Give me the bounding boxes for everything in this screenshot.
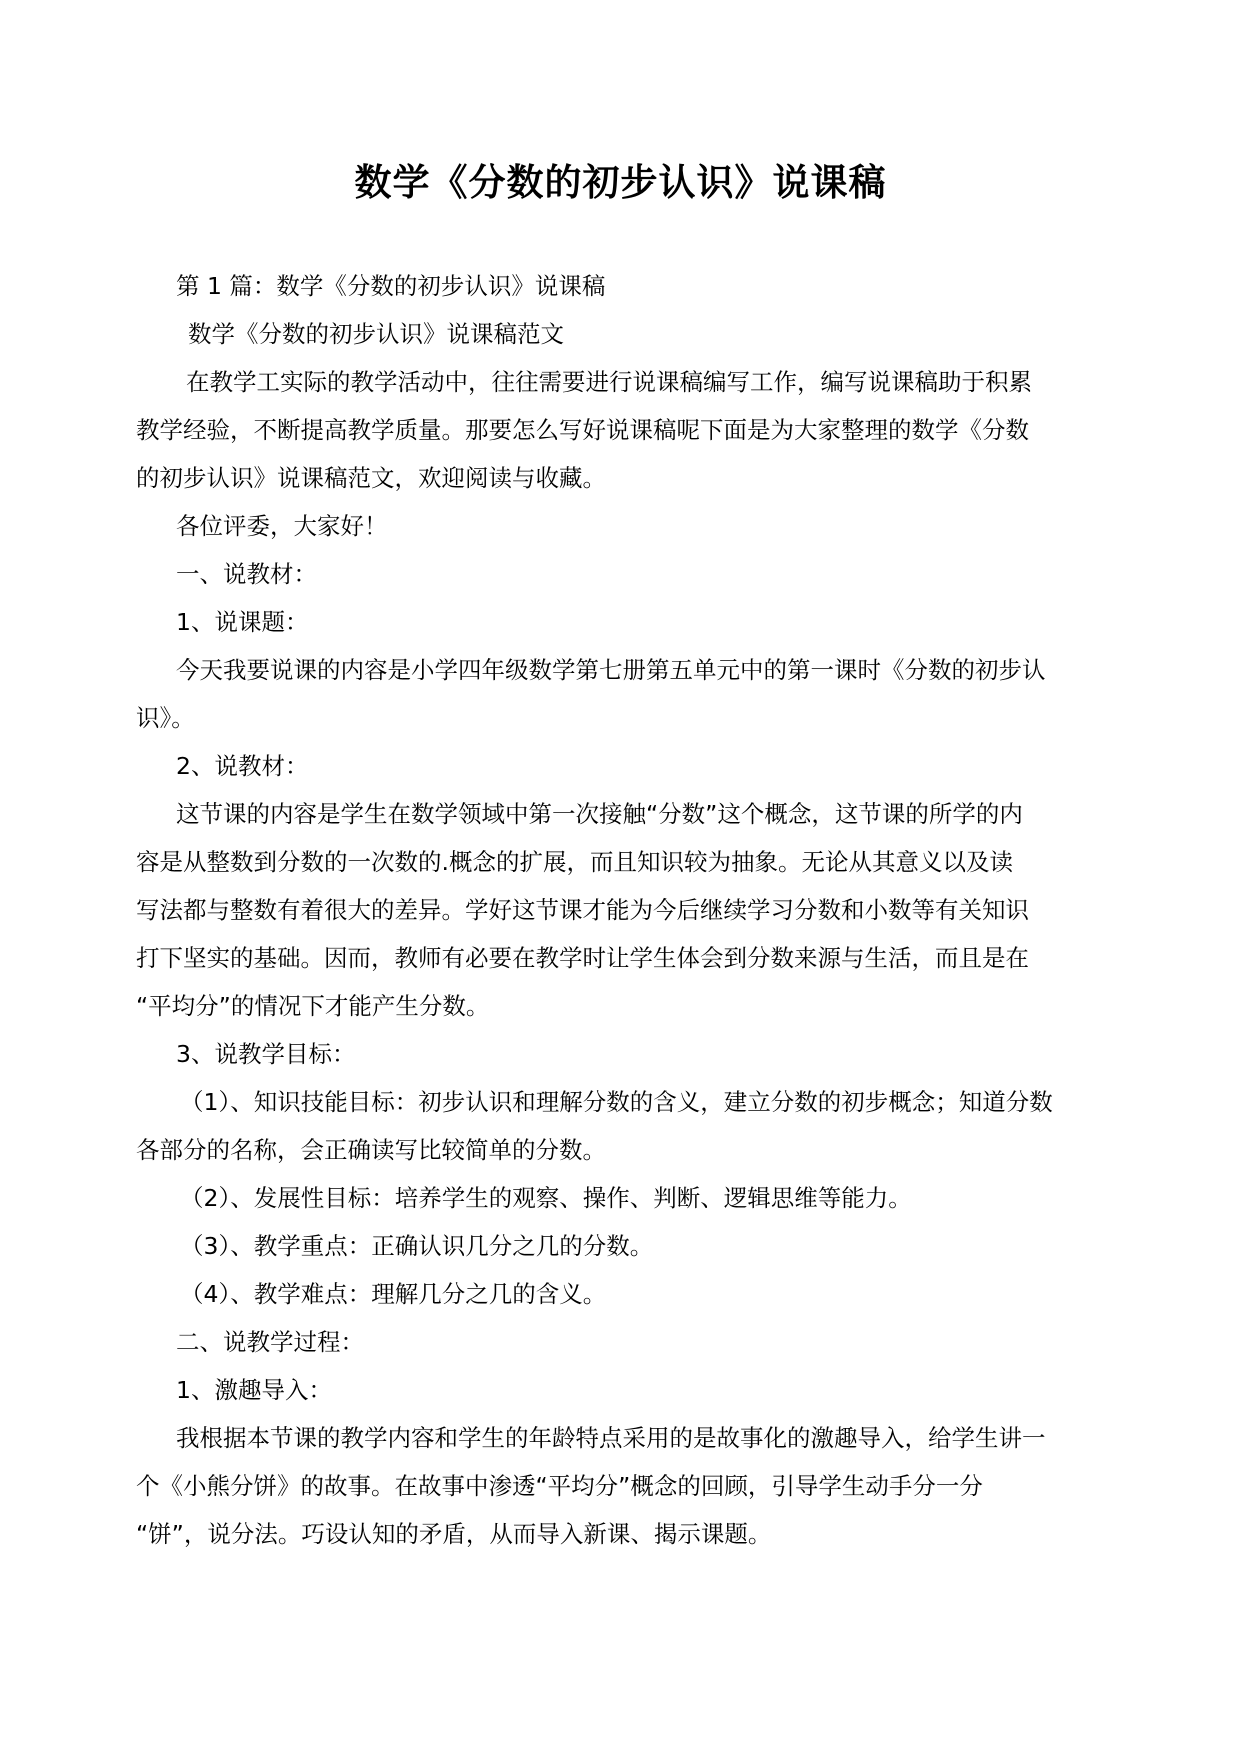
paragraph-line: 容是从整数到分数的一次数的.概念的扩展，而且知识较为抽象。无论从其意义以及读 — [136, 848, 1013, 876]
paragraph-line: 的初步认识》说课稿范文，欢迎阅读与收藏。 — [136, 464, 606, 492]
greeting-line: 各位评委，大家好！ — [176, 512, 388, 540]
objective-line: （3）、教学重点：正确认识几分之几的分数。 — [180, 1232, 654, 1260]
paragraph-line: “平均分”的情况下才能产生分数。 — [136, 992, 490, 1020]
paragraph-line: 写法都与整数有着很大的差异。学好这节课才能为今后继续学习分数和小数等有关知识 — [136, 896, 1029, 924]
section-heading: 二、说教学过程： — [176, 1328, 364, 1356]
document-body — [136, 262, 1092, 1558]
section-heading: 一、说教材： — [176, 560, 317, 588]
paragraph-line: “饼”，说分法。巧设认知的矛盾，从而导入新课、揭示课题。 — [136, 1520, 772, 1548]
paragraph-line: 教学经验，不断提高教学质量。那要怎么写好说课稿呢下面是为大家整理的数学《分数 — [136, 416, 1029, 444]
paragraph-line: 我根据本节课的教学内容和学生的年龄特点采用的是故事化的激趣导入，给学生讲一 — [176, 1424, 1046, 1452]
objective-line: 各部分的名称，会正确读写比较简单的分数。 — [136, 1136, 606, 1164]
subsection-heading: 1、激趣导入： — [176, 1376, 332, 1404]
subsection-heading: 2、说教材： — [176, 752, 309, 780]
paragraph-line: 个《小熊分饼》的故事。在故事中渗透“平均分”概念的回顾，引导学生动手分一分 — [136, 1472, 983, 1500]
paragraph-line: 今天我要说课的内容是小学四年级数学第七册第五单元中的第一课时《分数的初步认 — [176, 656, 1046, 684]
objective-line: （2）、发展性目标：培养学生的观察、操作、判断、逻辑思维等能力。 — [180, 1184, 912, 1212]
document-title: 数学《分数的初步认识》说课稿 — [354, 161, 887, 204]
subsection-heading: 1、说课题： — [176, 608, 309, 636]
article-heading: 第 1 篇：数学《分数的初步认识》说课稿 — [176, 272, 606, 300]
paragraph-line: 在教学工实际的教学活动中，往往需要进行说课稿编写工作，编写说课稿助于积累 — [186, 368, 1032, 396]
article-subheading: 数学《分数的初步认识》说课稿范文 — [188, 320, 564, 348]
paragraph-line: 打下坚实的基础。因而，教师有必要在教学时让学生体会到分数来源与生活，而且是在 — [136, 944, 1029, 972]
subsection-heading: 3、说教学目标： — [176, 1040, 356, 1068]
objective-line: （1）、知识技能目标：初步认识和理解分数的含义，建立分数的初步概念；知道分数 — [180, 1088, 1053, 1116]
objective-line: （4）、教学难点：理解几分之几的含义。 — [180, 1280, 607, 1308]
paragraph-line: 这节课的内容是学生在数学领域中第一次接触“分数”这个概念，这节课的所学的内 — [176, 800, 1023, 828]
paragraph-line: 识》。 — [136, 704, 195, 732]
